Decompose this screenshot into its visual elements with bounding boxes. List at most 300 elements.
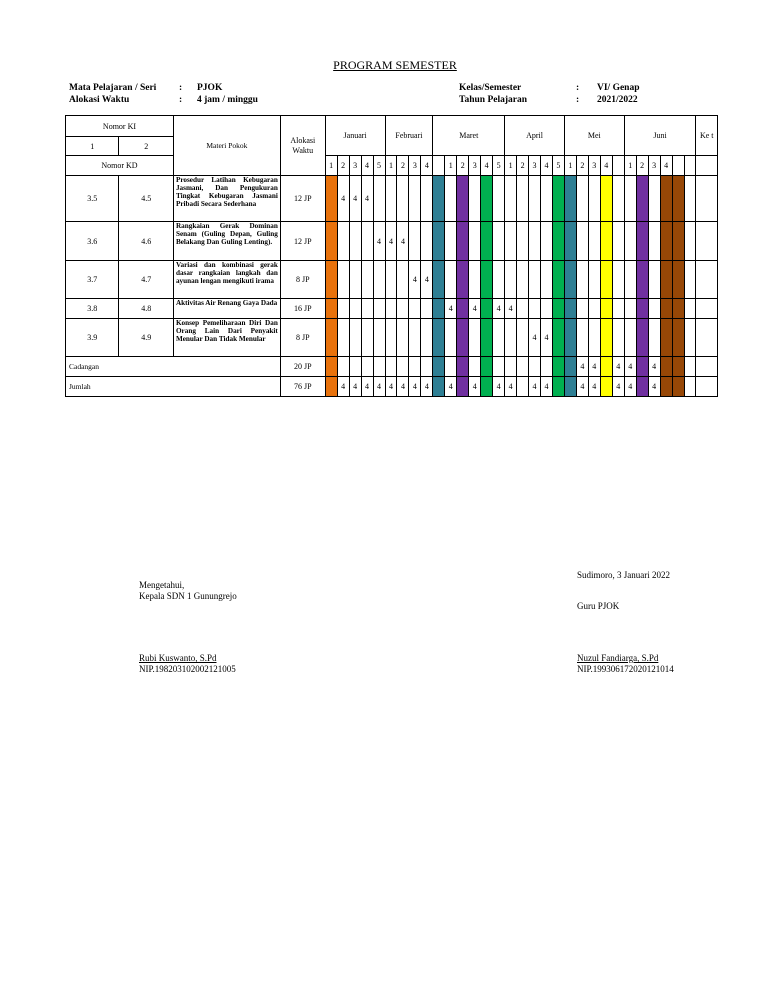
week-cell: [385, 357, 397, 377]
week-cell-colored: [552, 357, 564, 377]
week-cell: [397, 299, 409, 319]
row-ki1: 3.5: [66, 176, 119, 222]
signature-right-nip: NIP.199306172020121014: [577, 664, 674, 674]
row-materi: Prosedur Latihan Kebugaran Jasmani, Dan Pengukuran Tingkat Kebugaran Jasmani Pribadi Secara Sederhana: [173, 176, 280, 222]
week-cell: [409, 299, 421, 319]
signature-left-nip: NIP.198203102002121005: [139, 664, 236, 674]
week-cell-colored: [600, 377, 612, 397]
week-cell: [385, 261, 397, 299]
week-cell: [612, 222, 624, 261]
week-cell: [409, 319, 421, 357]
week-cell: [349, 319, 361, 357]
week-cell-colored: [552, 176, 564, 222]
week-cell: 4: [421, 377, 433, 397]
meta-class: [459, 82, 640, 94]
week-cell: [624, 319, 636, 357]
ket-cell: [696, 222, 718, 261]
week-cell-colored: [636, 299, 648, 319]
ket-cell: [696, 377, 718, 397]
header-week: 5: [493, 156, 505, 176]
week-cell: 4: [373, 377, 385, 397]
week-cell: [648, 222, 660, 261]
week-cell-colored: [457, 357, 469, 377]
ket-cell: [696, 357, 718, 377]
week-cell: [541, 261, 553, 299]
week-cell: [517, 176, 529, 222]
meta-time-label: Alokasi Waktu: [69, 95, 130, 105]
program-semester-table: [65, 115, 718, 397]
week-cell: [337, 222, 349, 261]
header-week: 4: [541, 156, 553, 176]
header-nomor-kd: Nomor KD: [66, 156, 174, 176]
week-cell: 4: [624, 377, 636, 397]
meta-time: [69, 94, 258, 106]
week-cell-colored: [325, 377, 337, 397]
table-row: [66, 176, 718, 222]
week-cell: 4: [612, 357, 624, 377]
week-cell: 4: [469, 299, 481, 319]
week-cell: [541, 299, 553, 319]
week-cell-colored: [660, 222, 672, 261]
week-cell-colored: [600, 222, 612, 261]
week-cell: [421, 319, 433, 357]
header-ki1: 1: [66, 137, 119, 156]
week-cell: [397, 357, 409, 377]
week-cell: [517, 299, 529, 319]
week-cell-colored: [564, 176, 576, 222]
week-cell-colored: [660, 357, 672, 377]
signature-right-name: Nuzul Fandiarga, S.Pd: [577, 653, 659, 663]
week-cell: [517, 319, 529, 357]
header-week: 1: [385, 156, 397, 176]
week-cell-colored: [325, 176, 337, 222]
week-cell-colored: [457, 377, 469, 397]
meta-subject: [69, 82, 258, 94]
week-cell: [505, 222, 517, 261]
week-cell: [505, 261, 517, 299]
header-week: 4: [600, 156, 612, 176]
week-cell-colored: [636, 222, 648, 261]
week-cell: [337, 261, 349, 299]
week-cell: 4: [385, 377, 397, 397]
week-cell: [624, 176, 636, 222]
meta-time-sep: :: [179, 95, 183, 105]
header-month: Februari: [385, 116, 433, 156]
table-row-cadangan: [66, 357, 718, 377]
week-cell: [397, 319, 409, 357]
week-cell-colored: [325, 299, 337, 319]
week-cell: 4: [576, 377, 588, 397]
week-cell-colored: [433, 319, 445, 357]
week-cell: [684, 357, 696, 377]
week-cell: 4: [337, 176, 349, 222]
header-materi: Materi Pokok: [173, 116, 280, 176]
week-cell: 4: [397, 377, 409, 397]
week-cell: 4: [648, 377, 660, 397]
week-cell-colored: [672, 299, 684, 319]
week-cell: [373, 299, 385, 319]
header-week: 3: [469, 156, 481, 176]
week-cell-colored: [325, 357, 337, 377]
header-week: 2: [337, 156, 349, 176]
signature-right-block: [577, 653, 674, 675]
week-cell: [541, 176, 553, 222]
meta-year-label: Tahun Pelajaran: [459, 95, 528, 105]
header-ket-blank: [696, 156, 718, 176]
week-cell: [469, 261, 481, 299]
week-cell-colored: [433, 357, 445, 377]
header-month: Maret: [433, 116, 505, 156]
week-cell-colored: [457, 319, 469, 357]
week-cell-colored: [660, 176, 672, 222]
week-cell: [517, 377, 529, 397]
meta-year: [459, 94, 640, 106]
week-cell-colored: [600, 299, 612, 319]
week-cell: [493, 357, 505, 377]
header-week: 1: [564, 156, 576, 176]
header-week: 3: [529, 156, 541, 176]
row-alokasi: 8 JP: [280, 319, 325, 357]
row-materi: Rangkaian Gerak Dominan Senam (Guling Depan, Guling Belakang Dan Guling Lenting).: [173, 222, 280, 261]
week-cell-colored: [600, 357, 612, 377]
week-cell: [493, 222, 505, 261]
row-alokasi: 12 JP: [280, 222, 325, 261]
week-cell: 4: [445, 299, 457, 319]
week-cell: [361, 222, 373, 261]
row-ki1: 3.8: [66, 299, 119, 319]
week-cell: [541, 222, 553, 261]
header-week: [672, 156, 684, 176]
week-cell: [445, 357, 457, 377]
week-cell: 4: [349, 176, 361, 222]
week-cell: 4: [373, 222, 385, 261]
week-cell-colored: [552, 222, 564, 261]
week-cell: [421, 299, 433, 319]
week-cell-colored: [325, 222, 337, 261]
week-cell-colored: [672, 377, 684, 397]
week-cell: 4: [445, 377, 457, 397]
week-cell: [421, 357, 433, 377]
week-cell: [588, 319, 600, 357]
week-cell-colored: [636, 357, 648, 377]
week-cell: [385, 299, 397, 319]
week-cell: [445, 222, 457, 261]
week-cell: [493, 319, 505, 357]
week-cell: 4: [588, 377, 600, 397]
week-cell: [445, 319, 457, 357]
week-cell: [493, 261, 505, 299]
week-cell: 4: [648, 357, 660, 377]
meta-class-label: Kelas/Semester: [459, 83, 522, 93]
week-cell: [517, 261, 529, 299]
week-cell: [684, 222, 696, 261]
ket-cell: [696, 319, 718, 357]
week-cell-colored: [552, 377, 564, 397]
row-alokasi: 16 JP: [280, 299, 325, 319]
page-title: PROGRAM SEMESTER: [333, 58, 457, 72]
week-cell: [529, 176, 541, 222]
week-cell: [469, 222, 481, 261]
week-cell-colored: [672, 222, 684, 261]
week-cell: [409, 357, 421, 377]
week-cell: [648, 176, 660, 222]
week-cell: 4: [541, 319, 553, 357]
row-alokasi: 12 JP: [280, 176, 325, 222]
week-cell: [337, 357, 349, 377]
week-cell: [684, 176, 696, 222]
row-ki1: 3.6: [66, 222, 119, 261]
cadangan-label: Cadangan: [66, 357, 281, 377]
week-cell: [648, 299, 660, 319]
header-week: 1: [325, 156, 337, 176]
week-cell: [505, 176, 517, 222]
week-cell-colored: [564, 299, 576, 319]
meta-year-sep: :: [576, 95, 580, 105]
signature-right-role: Guru PJOK: [577, 601, 620, 611]
row-ki2: 4.7: [119, 261, 174, 299]
row-materi: Variasi dan kombinasi gerak dasar rangkaian langkah dan ayunan lengan mengikuti irama: [173, 261, 280, 299]
header-week: 1: [505, 156, 517, 176]
header-week: 1: [445, 156, 457, 176]
week-cell: [385, 176, 397, 222]
week-cell-colored: [457, 261, 469, 299]
header-month: Mei: [564, 116, 624, 156]
meta-year-value: 2021/2022: [597, 95, 638, 105]
table-row-jumlah: [66, 377, 718, 397]
week-cell-colored: [552, 319, 564, 357]
week-cell: [469, 176, 481, 222]
week-cell-colored: [600, 319, 612, 357]
week-cell: [612, 261, 624, 299]
week-cell: [445, 176, 457, 222]
week-cell: [576, 319, 588, 357]
week-cell-colored: [552, 299, 564, 319]
week-cell-colored: [600, 176, 612, 222]
week-cell: [517, 357, 529, 377]
week-cell: [361, 261, 373, 299]
week-cell: 4: [385, 222, 397, 261]
week-cell: [337, 299, 349, 319]
week-cell: [421, 176, 433, 222]
week-cell: 4: [576, 357, 588, 377]
header-week: 2: [636, 156, 648, 176]
week-cell: [349, 222, 361, 261]
row-materi: Konsep Pemeliharaan Diri Dan Orang Lain Dari Penyakit Menular Dan Tidak Menular: [173, 319, 280, 357]
week-cell: [505, 357, 517, 377]
header-week: 4: [361, 156, 373, 176]
week-cell-colored: [433, 261, 445, 299]
week-cell-colored: [564, 319, 576, 357]
week-cell: [612, 299, 624, 319]
week-cell: [349, 357, 361, 377]
week-cell-colored: [433, 222, 445, 261]
week-cell: 4: [529, 377, 541, 397]
week-cell: 4: [361, 176, 373, 222]
week-cell: [648, 261, 660, 299]
header-week: [612, 156, 624, 176]
week-cell-colored: [325, 261, 337, 299]
week-cell: [648, 319, 660, 357]
week-cell: [541, 357, 553, 377]
row-ki1: 3.9: [66, 319, 119, 357]
row-ki1: 3.7: [66, 261, 119, 299]
week-cell-colored: [457, 299, 469, 319]
week-cell: [684, 377, 696, 397]
week-cell-colored: [481, 299, 493, 319]
week-cell: 4: [529, 319, 541, 357]
table-row: [66, 319, 718, 357]
week-cell: [624, 222, 636, 261]
week-cell: 4: [493, 299, 505, 319]
week-cell-colored: [457, 176, 469, 222]
week-cell: [373, 176, 385, 222]
header-week: 3: [349, 156, 361, 176]
week-cell: [397, 261, 409, 299]
week-cell: 4: [397, 222, 409, 261]
week-cell-colored: [433, 299, 445, 319]
row-alokasi: 8 JP: [280, 261, 325, 299]
week-cell-colored: [660, 377, 672, 397]
week-cell-colored: [672, 357, 684, 377]
signature-right-date: Sudimoro, 3 Januari 2022: [577, 570, 670, 580]
week-cell-colored: [600, 261, 612, 299]
week-cell: [612, 176, 624, 222]
week-cell: [588, 261, 600, 299]
header-week: 5: [552, 156, 564, 176]
header-week: 3: [648, 156, 660, 176]
week-cell: 4: [469, 377, 481, 397]
week-cell-colored: [481, 319, 493, 357]
week-cell: [529, 357, 541, 377]
week-cell-colored: [481, 377, 493, 397]
week-cell: [576, 176, 588, 222]
week-cell: [385, 319, 397, 357]
week-cell-colored: [672, 319, 684, 357]
meta-class-value: VI/ Genap: [597, 83, 640, 93]
meta-left: [69, 82, 258, 106]
week-cell: [361, 319, 373, 357]
week-cell: 4: [409, 377, 421, 397]
week-cell-colored: [564, 357, 576, 377]
week-cell: [529, 299, 541, 319]
week-cell: [517, 222, 529, 261]
row-ki2: 4.9: [119, 319, 174, 357]
week-cell-colored: [481, 261, 493, 299]
week-cell-colored: [564, 377, 576, 397]
week-cell: [588, 176, 600, 222]
week-cell: 4: [505, 377, 517, 397]
week-cell: [529, 261, 541, 299]
header-week: 2: [517, 156, 529, 176]
header-week: 3: [588, 156, 600, 176]
row-ki2: 4.6: [119, 222, 174, 261]
signature-left-block: [139, 653, 236, 675]
week-cell-colored: [325, 319, 337, 357]
week-cell: 4: [612, 377, 624, 397]
week-cell: [409, 176, 421, 222]
week-cell-colored: [672, 176, 684, 222]
week-cell: [684, 319, 696, 357]
header-alokasi: Alokasi Waktu: [280, 116, 325, 176]
week-cell-colored: [457, 222, 469, 261]
header-week: 1: [624, 156, 636, 176]
week-cell-colored: [564, 222, 576, 261]
week-cell: [397, 176, 409, 222]
header-ki2: 2: [119, 137, 174, 156]
week-cell-colored: [636, 261, 648, 299]
week-cell: [361, 299, 373, 319]
meta-time-value: 4 jam / minggu: [197, 95, 258, 105]
jumlah-alokasi: 76 JP: [280, 377, 325, 397]
week-cell: [445, 261, 457, 299]
header-week: 3: [409, 156, 421, 176]
week-cell: 4: [624, 357, 636, 377]
row-materi: Aktivitas Air Renang Gaya Dada: [173, 299, 280, 319]
header-week: 2: [397, 156, 409, 176]
week-cell-colored: [552, 261, 564, 299]
week-cell-colored: [672, 261, 684, 299]
week-cell: [576, 222, 588, 261]
week-cell: 4: [541, 377, 553, 397]
week-cell: [469, 357, 481, 377]
header-month: April: [505, 116, 565, 156]
week-cell: 4: [361, 377, 373, 397]
week-cell: [576, 299, 588, 319]
week-cell: [361, 357, 373, 377]
header-month: Januari: [325, 116, 385, 156]
week-cell: 4: [588, 357, 600, 377]
week-cell: [469, 319, 481, 357]
week-cell-colored: [433, 176, 445, 222]
header-week: 5: [373, 156, 385, 176]
week-cell: [624, 261, 636, 299]
week-cell-colored: [564, 261, 576, 299]
week-cell-colored: [660, 299, 672, 319]
table-row: [66, 222, 718, 261]
signature-left-line1: Mengetahui,: [139, 580, 185, 590]
week-cell: [684, 261, 696, 299]
week-cell: 4: [349, 377, 361, 397]
week-cell: [373, 357, 385, 377]
week-cell: [588, 222, 600, 261]
week-cell: 4: [505, 299, 517, 319]
meta-subject-sep: :: [179, 83, 183, 93]
table-row: [66, 299, 718, 319]
week-cell: [337, 319, 349, 357]
header-week: 2: [457, 156, 469, 176]
meta-class-sep: :: [576, 83, 580, 93]
ket-cell: [696, 299, 718, 319]
signature-left-name: Rubi Kuswanto, S.Pd: [139, 653, 217, 663]
week-cell-colored: [481, 222, 493, 261]
week-cell: 4: [421, 261, 433, 299]
header-ket: Ke t: [696, 116, 718, 156]
header-month: Juni: [624, 116, 696, 156]
week-cell-colored: [636, 377, 648, 397]
week-cell-colored: [636, 176, 648, 222]
meta-right: [459, 82, 640, 106]
week-cell-colored: [660, 261, 672, 299]
header-week: 4: [481, 156, 493, 176]
ket-cell: [696, 176, 718, 222]
header-week: 4: [421, 156, 433, 176]
week-cell: [684, 299, 696, 319]
header-nomor-ki: Nomor KI: [66, 116, 174, 137]
week-cell: [409, 222, 421, 261]
week-cell-colored: [660, 319, 672, 357]
week-cell: 4: [337, 377, 349, 397]
header-week: [684, 156, 696, 176]
